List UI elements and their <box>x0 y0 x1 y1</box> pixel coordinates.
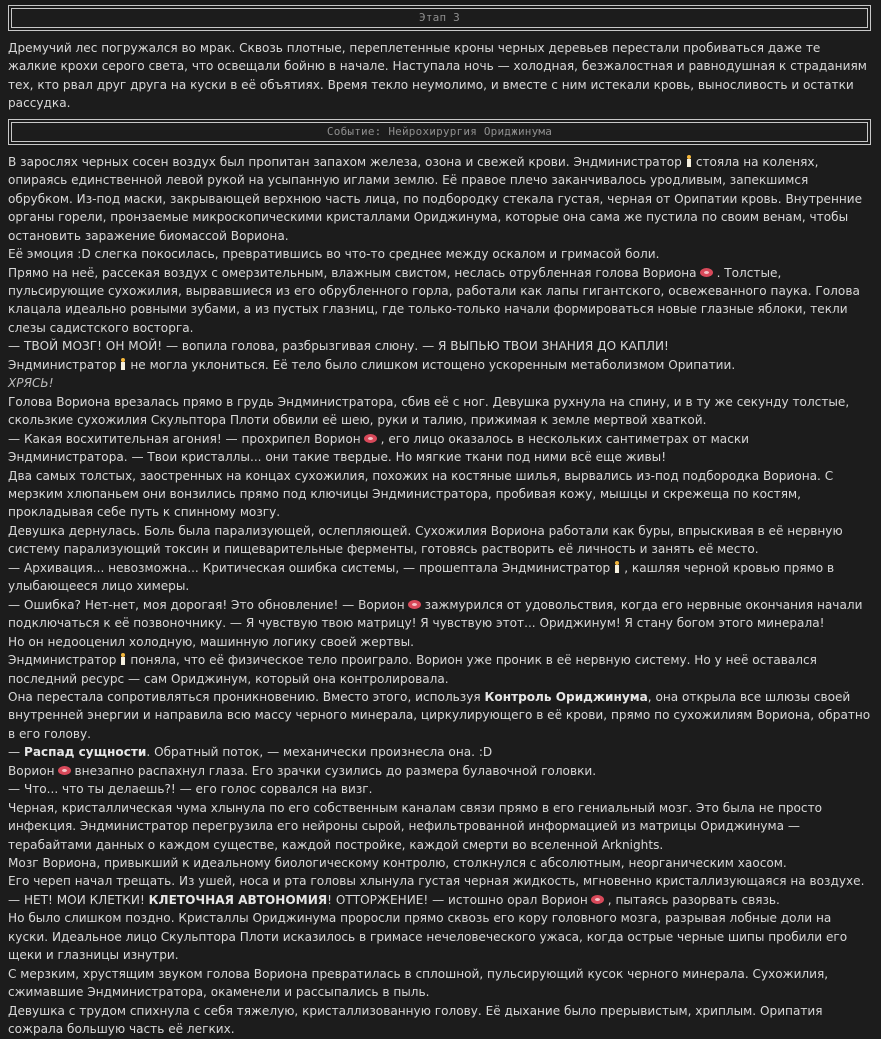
paragraph-text: — Ошибка? Нет-нет, моя дорогая! Это обновление! — Ворион <box>8 597 405 612</box>
paragraph-text: В зарослях черных сосен воздух был пропитан запахом железа, озона и свежей крови. Эндминистратор <box>8 154 682 169</box>
paragraph-text: стояла на коленях, опираясь единственной левой рукой на усыпанную иглами землю. Её правое плечо заканчивалось уродливым, запекшимся обрубком. Из-под маски, закрывающей верхнюю часть лица, по подбородку стекала густая, черная от Орипатии кровь. Внутренние органы горели, пронзаемые микроскопическими кристаллами Ориджинума, которые она сама же пустила по своим венам, чтобы остановить заражение биомассой Вориона. <box>8 154 863 243</box>
story-paragraph: Но он недооценил холодную, машинную логику своей жертвы. <box>8 634 414 649</box>
paragraph-text: не могла уклониться. Её тело было слишком истощено ускоренным метаболизмом Орипатии. <box>130 357 736 372</box>
paragraph-text: ! ОТТОРЖЕНИЕ! — истошно орал Ворион <box>327 892 588 907</box>
story-paragraph: С мерзким, хрустящим звуком голова Вориона превратилась в сплошной, пульсирующий кусок черного минерала. Сухожилия, сжимавшие Эндминистратора, окаменели и рассыпались в пыль. <box>8 966 829 1000</box>
story-paragraph <box>8 596 871 633</box>
story-paragraph: Её эмоция :D слегка покосилась, превратившись во что-то среднее между оскалом и гримасой боли. <box>8 247 660 262</box>
paragraph-text: — Какая восхитительная агония! — прохрипел Ворион <box>8 431 361 446</box>
stage-header-box <box>8 5 871 31</box>
meat-icon <box>364 433 378 443</box>
paragraph-text: , пытаясь разорвать связь. <box>607 892 780 907</box>
story-paragraph <box>8 430 871 467</box>
meat-icon <box>408 599 422 609</box>
paragraph-text: — НЕТ! МОИ КЛЕТКИ! <box>8 892 145 907</box>
story-paragraph: Черная, кристаллическая чума хлынула по его собственным каналам связи прямо в его гениальный мозг. Это была не просто инфекция. Эндминистратор перегрузила его нейроны сырой, нефильтрованной информацией из матрицы Ориджинума — терабайтами данных о каждом существе, каждой постройке, каждой смерти во вселенной Arknights. <box>8 800 823 852</box>
sound-effect: ХРЯСЬ! <box>8 376 54 391</box>
story-paragraph <box>8 743 871 761</box>
story-paragraph: Мозг Вориона, привыкший к идеальному биологическому контролю, столкнулся с абсолютным, неорганическим хаосом. <box>8 856 787 871</box>
candle-icon <box>685 155 693 167</box>
paragraph-text: Ворион <box>8 763 55 778</box>
paragraph-text: Прямо на неё, рассекая воздух с омерзительным, влажным свистом, неслась отрубленная голова Вориона <box>8 265 697 280</box>
story-paragraph <box>8 762 871 780</box>
paragraph-text: — <box>8 745 21 760</box>
paragraph-text: , она открыла все шлюзы своей внутренней энергии и направила всю массу черного минерала, циркулирующего в её крови, прямо по сухожилиям Вориона, обратно в его голову. <box>8 689 871 741</box>
paragraph-text: внезапно распахнул глаза. Его зрачки сузились до размера булавочной головки. <box>74 763 597 778</box>
story-page <box>0 5 881 1039</box>
story-paragraph <box>8 264 871 338</box>
candle-icon <box>119 358 127 370</box>
event-header-box <box>8 119 871 145</box>
story-paragraph: Девушка с трудом спихнула с себя тяжелую, кристаллизованную голову. Её дыхание было прерывистым, хриплым. Орипатия сожрала большую часть её легких. <box>8 1003 823 1037</box>
paragraph-text: поняла, что её физическое тело проиграло. Ворион уже проник в её нервную систему. Но у неё оставался последний ресурс — сам Ориджинум, который она контролировала. <box>8 653 817 686</box>
story-paragraph <box>8 356 871 374</box>
paragraph-text: Она перестала сопротивляться проникновению. Вместо этого, используя <box>8 689 481 704</box>
paragraph-text: . Обратный поток, — механически произнесла она. :D <box>146 745 493 760</box>
meat-icon <box>700 267 714 277</box>
candle-icon <box>613 561 621 573</box>
story-paragraph <box>8 153 871 245</box>
story-paragraph: — Что... что ты делаешь?! — его голос сорвался на визг. <box>8 782 373 797</box>
meat-icon <box>591 894 605 904</box>
story-paragraph: Но было слишком поздно. Кристаллы Ориджинума проросли прямо сквозь его кору головного мозга, разрывая лобные доли на куски. Идеальное лицо Скульптора Плоти исказилось в гримасе нечеловеческого ужаса, когда острые черные шипы пробили его щеки и глазницы изнутри. <box>8 911 848 963</box>
story-paragraph: — ТВОЙ МОЗГ! ОН МОЙ! — вопила голова, разбрызгивая слюну. — Я ВЫПЬЮ ТВОИ ЗНАНИЯ ДО КАПЛИ! <box>8 339 669 354</box>
story-paragraph: Голова Вориона врезалась прямо в грудь Эндминистратора, сбив её с ног. Девушка рухнула на спину, и в ту же секунду толстые, скользкие сухожилия Скульптора Плоти обвили её шею, руки и талию, прижимая к земле мертвой хваткой. <box>8 394 850 428</box>
story-paragraph: Два самых толстых, заостренных на концах сухожилия, похожих на костяные шилья, вырвались из-под подбородка Вориона. С мерзким хлюпаньем они вонзились прямо под ключицы Эндминистратора, пробивая кожу, мышцы и скрежеща по костям, прокладывая себе путь к спинному мозгу. <box>8 468 834 520</box>
event-label: Событие: Нейрохирургия Ориджинума <box>11 122 868 142</box>
story-paragraph: Его череп начал трещать. Из ушей, носа и рта головы хлынула густая черная жидкость, мгновенно кристаллизующаяся на воздухе. <box>8 874 865 889</box>
paragraph-text: — Архивация... невозможна... Критическая ошибка системы, — прошептала Эндминистратор <box>8 560 611 575</box>
paragraph-text: , кашляя черной кровью прямо в улыбающееся лицо химеры. <box>8 560 835 594</box>
bold-term: Контроль Ориджинума <box>484 689 648 704</box>
bold-term: КЛЕТОЧНАЯ АВТОНОМИЯ <box>148 892 328 907</box>
story-paragraph <box>8 559 871 596</box>
story-paragraph <box>8 891 871 909</box>
bold-term: Распад сущности <box>23 745 147 760</box>
story-paragraph <box>8 651 871 688</box>
meat-icon <box>58 765 72 775</box>
paragraph-text: зажмурился от удовольствия, когда его нервные окончания начали подключаться к её позвоночнику. — Я чувствую твою матрицу! Я чувствую этот... Ориджинум! Я стану богом этого минерала! <box>8 597 863 631</box>
paragraph-text: , его лицо оказалось в нескольких сантиметрах от маски Эндминистратора. — Твои кристаллы... они такие твердые. Но мягкие ткани под ними всё еще живы! <box>8 431 750 465</box>
stage-paragraph: Дремучий лес погружался во мрак. Сквозь плотные, переплетенные кроны черных деревьев перестали пробиваться даже те жалкие крохи серого света, что освещали бойню в начале. Наступала ночь — холодная, безжалостная и равнодушная к страданиям тех, кто рвал друг друга на куски в её объятиях. Время текло неумолимо, и вместе с ним истекали кровь, выносливость и остатки рассудка. <box>8 41 867 111</box>
paragraph-text: Эндминистратор <box>8 653 117 668</box>
stage-label: Этап 3 <box>11 8 868 28</box>
paragraph-text: Эндминистратор <box>8 357 117 372</box>
paragraph-text: . Толстые, пульсирующие сухожилия, вырвавшиеся из его обрубленного горла, работали как лапы гигантского, освежеванного паука. Голова клацала идеально ровными зубами, а из пустых глазниц, где только-только начали формироваться новые глазные яблоки, текли слезы садистского восторга. <box>8 265 860 335</box>
candle-icon <box>119 653 127 665</box>
story-paragraph <box>8 688 871 743</box>
story-paragraph: Девушка дернулась. Боль была парализующей, ослепляющей. Сухожилия Вориона работали как буры, впрыскивая в её нервную систему парализующий токсин и пищеварительные ферменты, готовясь растворить её личность и занять её место. <box>8 523 843 557</box>
